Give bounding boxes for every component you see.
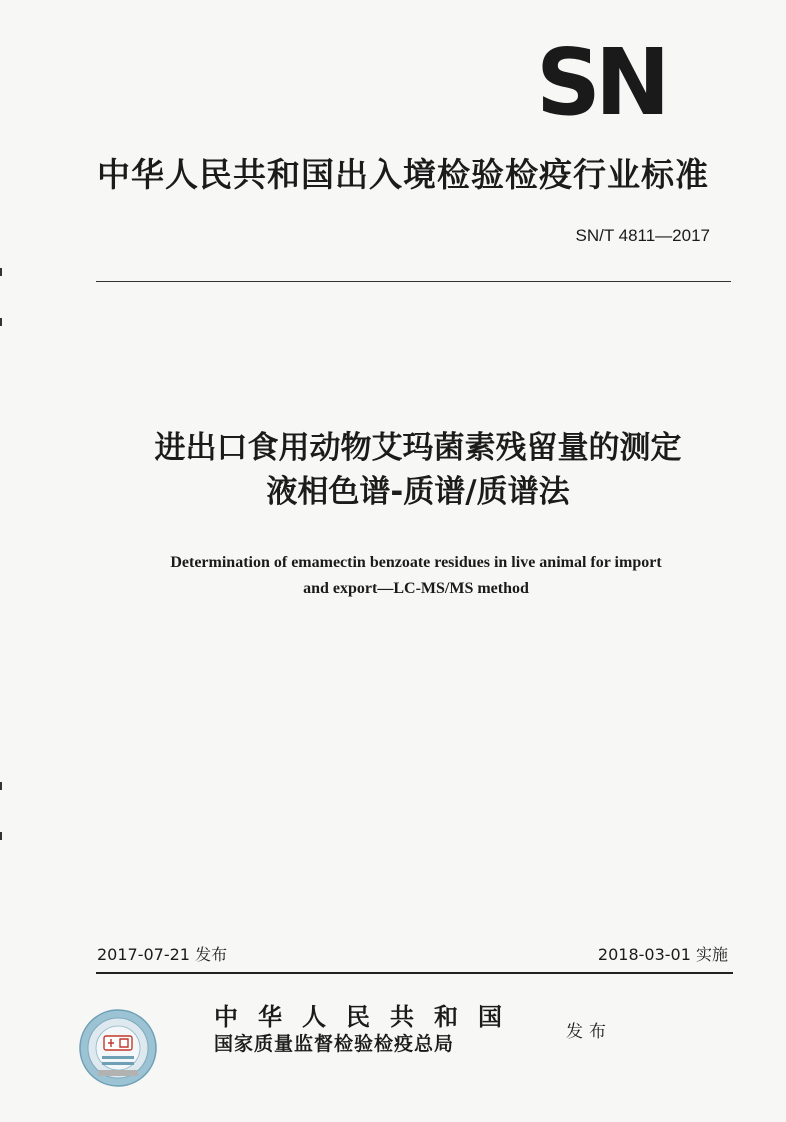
- scan-edge-mark: [0, 832, 2, 840]
- issuer-action: 发布: [566, 1022, 612, 1042]
- top-divider: [96, 281, 731, 282]
- bottom-divider: [96, 972, 733, 974]
- document-title-english: [96, 550, 736, 602]
- issuer-country: 中华人民共和国: [214, 1002, 522, 1031]
- document-title-chinese-line: 进出口食用动物艾玛菌素残留量的测定: [154, 430, 682, 466]
- issuer-agency: 国家质量监督检验检疫总局: [214, 1033, 455, 1055]
- document-title-chinese: [98, 426, 738, 514]
- scan-edge-mark: [0, 318, 2, 326]
- implementation-date: 2018-03-01 实施: [597, 945, 728, 964]
- sn-logo: SN: [536, 29, 665, 136]
- document-title-english-line: and export—LC-MS/MS method: [303, 580, 529, 597]
- document-title-chinese-line: 液相色谱-质谱/质谱法: [266, 474, 570, 510]
- issue-date: 2017-07-21 发布: [97, 945, 228, 964]
- scan-edge-mark: [0, 782, 2, 790]
- issuing-authority: [214, 1004, 550, 1056]
- standard-code: SN/T 4811—2017: [575, 226, 710, 245]
- anti-counterfeit-seal-icon: [78, 1008, 158, 1088]
- document-title-english-line: Determination of emamectin benzoate residues in live animal for import: [170, 554, 662, 571]
- standard-title: 中华人民共和国出入境检验检疫行业标准: [97, 155, 709, 194]
- scan-edge-mark: [0, 268, 2, 276]
